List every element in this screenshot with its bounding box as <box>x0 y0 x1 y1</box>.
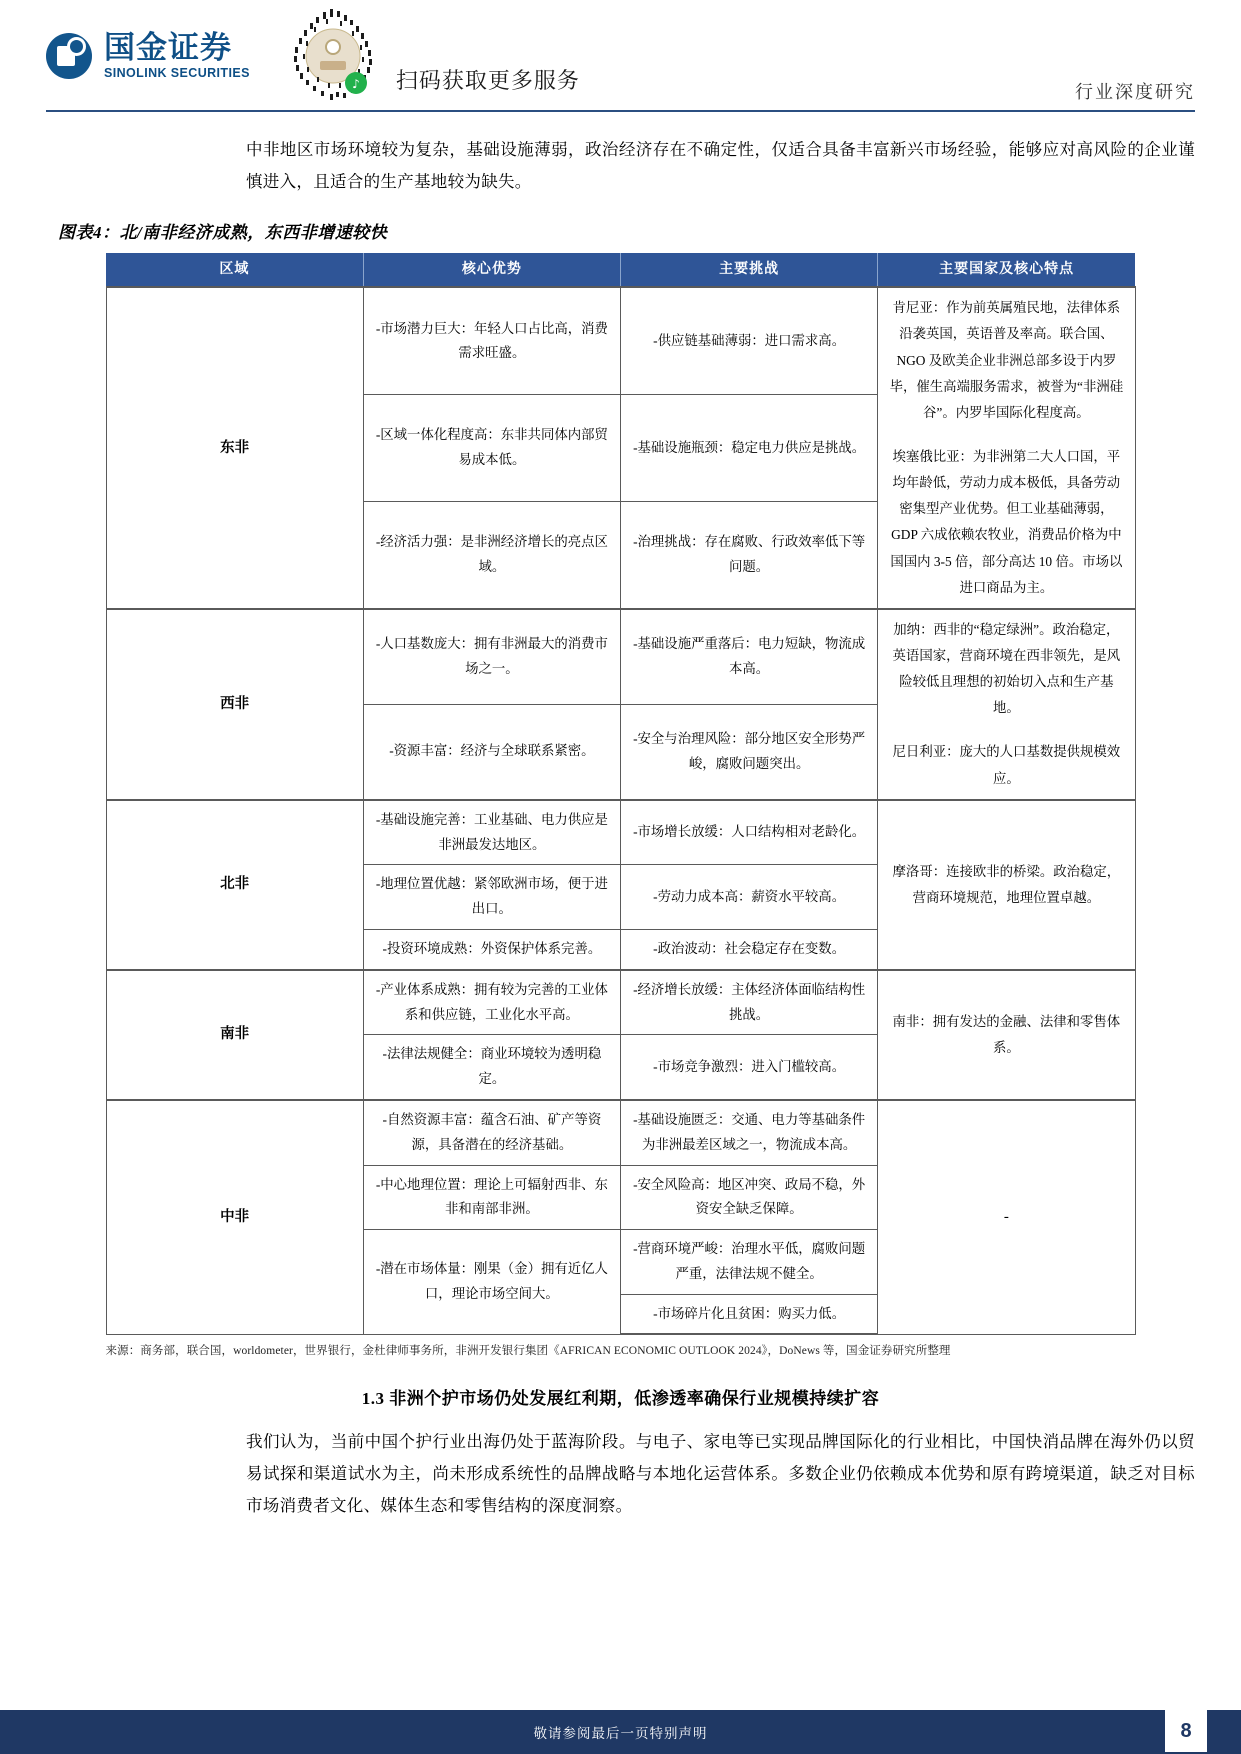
qr-block <box>284 7 580 105</box>
brand-logo <box>46 32 250 80</box>
africa-regions-table <box>106 253 1136 1335</box>
challenge-cell: -供应链基础薄弱：进口需求高。 <box>621 287 878 394</box>
country-paragraph: 摩洛哥：连接欧非的桥梁。政治稳定，营商环境规范，地理位置卓越。 <box>892 863 1121 905</box>
advantage-cell: -市场潜力巨大：年轻人口占比高，消费需求旺盛。 <box>363 287 620 394</box>
advantage-cell: -资源丰富：经济与全球联系紧密。 <box>363 704 620 799</box>
challenge-cell: -治理挑战：存在腐败、行政效率低下等问题。 <box>621 501 878 608</box>
challenge-cell: -市场竞争激烈：进入门槛较高。 <box>621 1035 878 1100</box>
challenge-cell: -政治波动：社会稳定存在变数。 <box>621 929 878 969</box>
country-cell <box>878 609 1135 800</box>
page-number: 8 <box>1165 1710 1207 1752</box>
section-heading: 1.3 非洲个护市场仍处发展红利期，低渗透率确保行业规模持续扩容 <box>361 1389 880 1409</box>
challenge-cell: -安全与治理风险：部分地区安全形势严峻，腐败问题突出。 <box>621 704 878 799</box>
svg-text:♪: ♪ <box>351 77 360 91</box>
table-row <box>106 1100 1135 1165</box>
challenge-cell: -安全风险高：地区冲突、政局不稳，外资安全缺乏保障。 <box>621 1165 878 1230</box>
table-row <box>106 800 1135 865</box>
challenge-cell: -营商环境严峻：治理水平低，腐败问题严重，法律法规不健全。 <box>621 1230 878 1295</box>
region-label: 东非 <box>106 287 363 609</box>
advantage-cell: -投资环境成熟：外资保护体系完善。 <box>363 929 620 969</box>
exhibit-title: 图表4：北/南非经济成熟，东西非增速较快 <box>58 223 388 243</box>
logo-english-name: SINOLINK SECURITIES <box>104 66 250 81</box>
advantage-cell: -潜在市场体量：刚果（金）拥有近亿人口，理论市场空间大。 <box>363 1230 620 1335</box>
country-cell <box>878 970 1135 1100</box>
challenge-cell: -基础设施严重落后：电力短缺，物流成本高。 <box>621 609 878 704</box>
col-header-advantages: 核心优势 <box>363 253 620 287</box>
challenge-cell: -基础设施瓶颈：稳定电力供应是挑战。 <box>621 395 878 502</box>
advantage-cell: -经济活力强：是非洲经济增长的亮点区域。 <box>363 501 620 608</box>
advantage-cell: -法律法规健全：商业环境较为透明稳定。 <box>363 1035 620 1100</box>
country-paragraph: 肯尼亚：作为前英属殖民地，法律体系沿袭英国，英语普及率高。联合国、NGO 及欧美企业非洲总部多设于内罗毕，催生高端服务需求，被誉为“非洲硅谷”。内罗毕国际化程度高。 <box>889 300 1124 420</box>
challenge-cell: -市场碎片化且贫困：购买力低。 <box>621 1294 878 1334</box>
table-body <box>106 287 1135 1334</box>
qr-code-icon[interactable] <box>284 7 382 105</box>
logo-chinese-name: 国金证券 <box>104 30 232 66</box>
qr-caption: 扫码获取更多服务 <box>395 68 580 93</box>
country-paragraph: 南非：拥有发达的金融、法律和零售体系。 <box>892 1013 1121 1055</box>
table-row <box>106 970 1135 1035</box>
country-cell <box>878 800 1135 970</box>
table-row <box>106 609 1135 704</box>
advantage-cell: -产业体系成熟：拥有较为完善的工业体系和供应链，工业化水平高。 <box>363 970 620 1035</box>
challenge-cell: -经济增长放缓：主体经济体面临结构性挑战。 <box>621 970 878 1035</box>
col-header-countries: 主要国家及核心特点 <box>878 253 1135 287</box>
country-paragraph: 加纳：西非的“稳定绿洲”。政治稳定，英语国家，营商环境在西非领先，是风险较低且理想的初始切入点和生产基地。 <box>892 621 1121 716</box>
col-header-region: 区域 <box>106 253 363 287</box>
region-label: 中非 <box>106 1100 363 1335</box>
country-cell <box>878 287 1135 609</box>
region-label: 西非 <box>106 609 363 800</box>
advantage-cell: -地理位置优越：紧邻欧洲市场，便于进出口。 <box>363 865 620 930</box>
challenge-cell: -劳动力成本高：薪资水平较高。 <box>621 865 878 930</box>
exhibit-source: 来源：商务部，联合国，worldometer，世界银行，金杜律师事务所，非洲开发银行集团《AFRICAN ECONOMIC OUTLOOK 2024》，DoNews 等，国金证券研究所整理 <box>105 1345 951 1358</box>
page-header <box>0 0 1241 112</box>
country-cell: - <box>878 1100 1135 1335</box>
challenge-cell: -基础设施匮乏：交通、电力等基础条件为非洲最差区域之一，物流成本高。 <box>621 1100 878 1165</box>
table-header <box>106 253 1135 287</box>
challenge-cell: -市场增长放缓：人口结构相对老龄化。 <box>621 800 878 865</box>
country-paragraph: 埃塞俄比亚：为非洲第二大人口国，平均年龄低，劳动力成本极低，具备劳动密集型产业优势。但工业基础薄弱，GDP 六成依赖农牧业，消费品价格为中国国内 3-5 倍，部分高达 10 倍。市场以进口商品为主。 <box>890 449 1123 595</box>
page-footer <box>0 1710 1241 1754</box>
page-content <box>0 134 1241 1523</box>
advantage-cell: -中心地理位置：理论上可辐射西非、东非和南部非洲。 <box>363 1165 620 1230</box>
region-label: 南非 <box>106 970 363 1100</box>
table-row <box>106 287 1135 394</box>
document-type-label: 行业深度研究 <box>1075 82 1195 102</box>
col-header-challenges: 主要挑战 <box>621 253 878 287</box>
advantage-cell: -区域一体化程度高：东非共同体内部贸易成本低。 <box>363 395 620 502</box>
country-paragraph: 尼日利亚：庞大的人口基数提供规模效应。 <box>892 744 1121 786</box>
region-label: 北非 <box>106 800 363 970</box>
sinolink-logo-icon <box>46 33 92 79</box>
section-paragraph: 我们认为，当前中国个护行业出海仍处于蓝海阶段。与电子、家电等已实现品牌国际化的行业相比，中国快消品牌在海外仍以贸易试探和渠道试水为主，尚未形成系统性的品牌战略与本地化运营体系。多数企业仍依赖成本优势和原有跨境渠道，缺乏对目标市场消费者文化、媒体生态和零售结构的深度洞察。 <box>246 1431 1195 1516</box>
intro-paragraph: 中非地区市场环境较为复杂，基础设施薄弱，政治经济存在不确定性，仅适合具备丰富新兴市场经验，能够应对高风险的企业谨慎进入，且适合的生产基地较为缺失。 <box>246 140 1195 192</box>
advantage-cell: -自然资源丰富：蕴含石油、矿产等资源，具备潜在的经济基础。 <box>363 1100 620 1165</box>
advantage-cell: -人口基数庞大：拥有非洲最大的消费市场之一。 <box>363 609 620 704</box>
header-divider <box>46 110 1195 112</box>
table-header-row <box>106 253 1135 287</box>
footer-disclaimer: 敬请参阅最后一页特别声明 <box>533 1726 708 1741</box>
advantage-cell: -基础设施完善：工业基础、电力供应是非洲最发达地区。 <box>363 800 620 865</box>
